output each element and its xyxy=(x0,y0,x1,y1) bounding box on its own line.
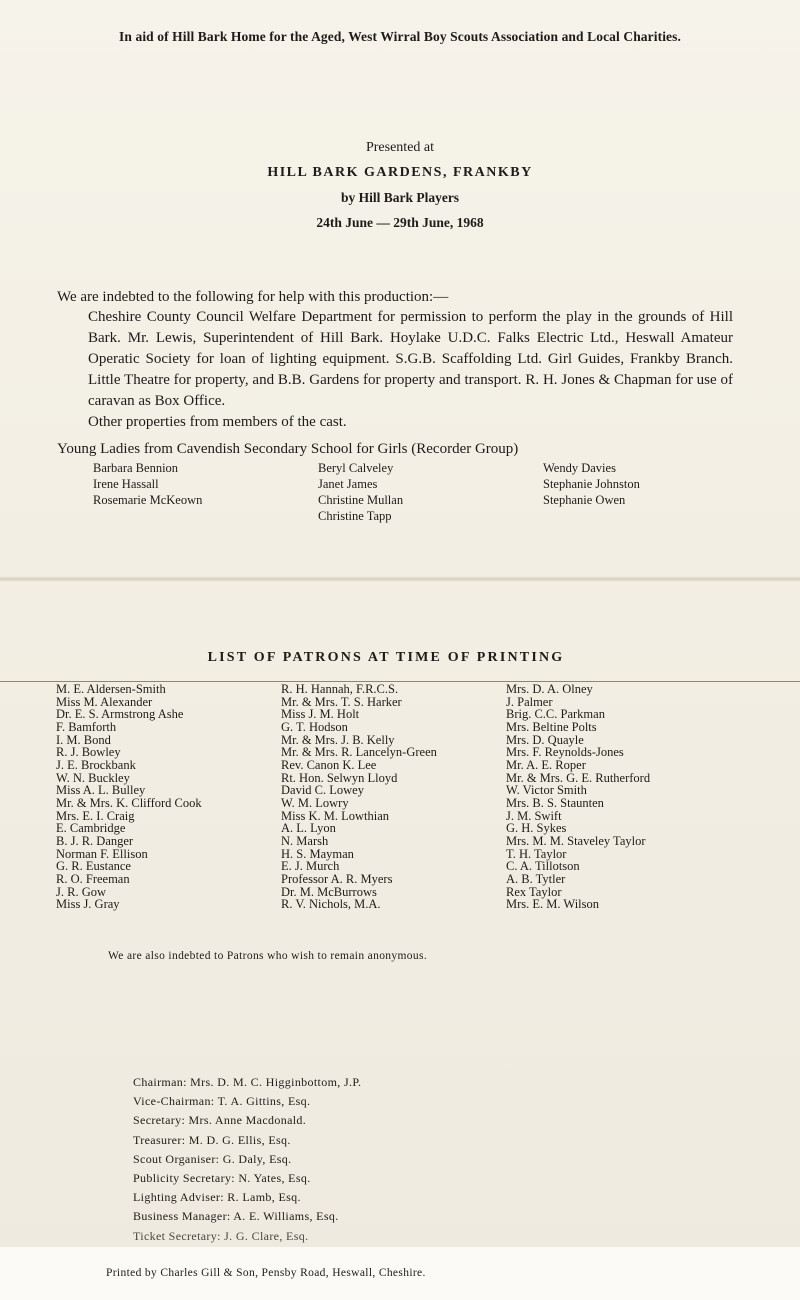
list-item: Mr. A. E. Roper xyxy=(506,757,586,772)
recorder-group-heading: Young Ladies from Cavendish Secondary School for Girls (Recorder Group) xyxy=(57,441,519,457)
list-item: I. M. Bond xyxy=(56,732,111,747)
list-item: Professor A. R. Myers xyxy=(281,871,393,886)
list-item: Mrs. M. M. Staveley Taylor xyxy=(506,833,646,848)
committee-member: Publicity Secretary: N. Yates, Esq. xyxy=(133,1171,311,1186)
list-item: R. H. Hannah, F.R.C.S. xyxy=(281,682,399,696)
recorder-column-3 xyxy=(543,460,640,508)
list-item: Christine Mullan xyxy=(318,493,404,507)
presented-at: Presented at xyxy=(365,140,435,155)
company-name: by Hill Bark Players xyxy=(340,190,460,205)
list-item: Rt. Hon. Selwyn Lloyd xyxy=(281,770,398,785)
list-item: A. B. Tytler xyxy=(506,871,566,886)
list-item: F. Bamforth xyxy=(56,719,117,734)
list-item: Rosemarie McKeown xyxy=(93,493,203,507)
list-item: R. V. Nichols, M.A. xyxy=(281,897,381,912)
list-item: Miss J. M. Holt xyxy=(281,707,360,722)
list-item: Mrs. E. M. Wilson xyxy=(506,897,600,912)
acknowledgements-other: Other properties from members of the cast. xyxy=(88,414,347,430)
list-item: T. H. Taylor xyxy=(506,846,567,861)
list-item: R. O. Freeman xyxy=(56,871,130,886)
list-item: Mrs. D. Quayle xyxy=(506,732,584,747)
list-item: Irene Hassall xyxy=(93,477,159,491)
patrons-heading: LIST OF PATRONS AT TIME OF PRINTING xyxy=(207,650,565,665)
list-item: Wendy Davies xyxy=(543,461,616,475)
list-item: David C. Lowey xyxy=(281,783,364,798)
list-item: Mrs. B. S. Staunten xyxy=(506,795,604,810)
list-item: Barbara Bennion xyxy=(93,461,179,475)
list-item: Norman F. Ellison xyxy=(56,846,148,861)
list-item: J. Palmer xyxy=(506,694,553,709)
acknowledgements-intro: We are indebted to the following for help with this production:— xyxy=(57,289,449,305)
patrons-column-3 xyxy=(506,683,650,911)
list-item: Christine Tapp xyxy=(318,509,392,523)
patrons-column-1 xyxy=(56,683,202,911)
recorder-column-1 xyxy=(93,460,202,508)
list-item: Rex Taylor xyxy=(506,884,562,899)
performance-dates: 24th June — 29th June, 1968 xyxy=(316,215,484,230)
list-item: W. N. Buckley xyxy=(56,770,130,785)
list-item: Mrs. F. Reynolds-Jones xyxy=(506,745,624,760)
list-item: Brig. C.C. Parkman xyxy=(506,707,605,722)
list-item: Miss M. Alexander xyxy=(56,694,153,709)
list-item: J. R. Gow xyxy=(56,884,107,899)
list-item: Mr. & Mrs. T. S. Harker xyxy=(281,694,402,709)
list-item: G. R. Eustance xyxy=(56,859,131,874)
committee-member: Vice-Chairman: T. A. Gittins, Esq. xyxy=(133,1094,311,1109)
list-item: Mr. & Mrs. K. Clifford Cook xyxy=(56,795,202,810)
list-item: C. A. Tillotson xyxy=(506,859,580,874)
list-item: H. S. Mayman xyxy=(281,846,354,861)
list-item: Mr. & Mrs. G. E. Rutherford xyxy=(506,770,651,785)
list-item: Dr. M. McBurrows xyxy=(281,884,377,899)
list-item: W. M. Lowry xyxy=(281,795,349,810)
list-item: Miss J. Gray xyxy=(56,897,120,912)
list-item: E. Cambridge xyxy=(56,821,126,836)
patrons-column-2 xyxy=(281,683,437,911)
list-item: Mrs. D. A. Olney xyxy=(506,682,593,696)
list-item: R. J. Bowley xyxy=(56,745,121,760)
committee-member: Secretary: Mrs. Anne Macdonald. xyxy=(133,1113,307,1128)
acknowledgements-body xyxy=(88,307,733,433)
list-item: A. L. Lyon xyxy=(281,821,336,836)
list-item: N. Marsh xyxy=(281,833,329,848)
committee-member: Chairman: Mrs. D. M. C. Higginbottom, J.P. xyxy=(133,1075,362,1089)
recorder-column-2 xyxy=(318,460,403,524)
list-item: E. J. Murch xyxy=(281,859,340,874)
list-item: Miss A. L. Bulley xyxy=(56,783,146,798)
committee-member: Ticket Secretary: J. G. Clare, Esq. xyxy=(133,1228,309,1243)
committee-list xyxy=(133,1073,361,1246)
paper-fold xyxy=(0,576,800,582)
list-item: Stephanie Owen xyxy=(543,493,626,507)
committee-member: Business Manager: A. E. Williams, Esq. xyxy=(133,1209,339,1224)
list-item: Janet James xyxy=(318,477,378,491)
list-item: Mr. & Mrs. R. Lancelyn-Green xyxy=(281,745,437,760)
committee-member: Scout Organiser: G. Daly, Esq. xyxy=(133,1151,292,1166)
list-item: B. J. R. Danger xyxy=(56,833,134,848)
list-item: Mrs. Beltine Polts xyxy=(506,719,597,734)
list-item: M. E. Aldersen-Smith xyxy=(56,682,166,696)
list-item: Beryl Calveley xyxy=(318,461,394,475)
list-item: J. E. Brockbank xyxy=(56,757,136,772)
list-item: Rev. Canon K. Lee xyxy=(281,757,377,772)
acknowledgements-text: Cheshire County Council Welfare Department for permission to perform the play in the grounds of Hill Bark. Mr. Lewis, Superintendent of Hill Bark. Hoylake U.D.C. Falks Electric Ltd., Heswall Amateur Operatic Society for loan of lighting equipment. S.G.B. Scaffolding Ltd. Girl Guides, Frankby Branch. Little Theatre for property, and B.B. Gardens for property and transport. R. H. Jones & Chapman for use of caravan as Box Office. xyxy=(88,309,733,409)
venue-title: HILL BARK GARDENS, FRANKBY xyxy=(267,165,533,180)
in-aid-of-line: In aid of Hill Bark Home for the Aged, West Wirral Boy Scouts Association and Local Charities. xyxy=(119,29,681,44)
printer-credit: Printed by Charles Gill & Son, Pensby Road, Heswall, Cheshire. xyxy=(106,1267,426,1279)
committee-member: Lighting Adviser: R. Lamb, Esq. xyxy=(133,1190,301,1205)
list-item: Dr. E. S. Armstrong Ashe xyxy=(56,707,184,722)
list-item: W. Victor Smith xyxy=(506,783,587,798)
list-item: G. H. Sykes xyxy=(506,821,567,836)
list-item: Miss K. M. Lowthian xyxy=(281,808,389,823)
list-item: J. M. Swift xyxy=(506,808,562,823)
list-item: Stephanie Johnston xyxy=(543,477,640,491)
committee-member: Treasurer: M. D. G. Ellis, Esq. xyxy=(133,1132,291,1147)
anonymous-patrons-note: We are also indebted to Patrons who wish to remain anonymous. xyxy=(108,950,428,962)
list-item: Mrs. E. I. Craig xyxy=(56,808,135,823)
list-item: Mr. & Mrs. J. B. Kelly xyxy=(281,732,395,747)
list-item: G. T. Hodson xyxy=(281,719,348,734)
